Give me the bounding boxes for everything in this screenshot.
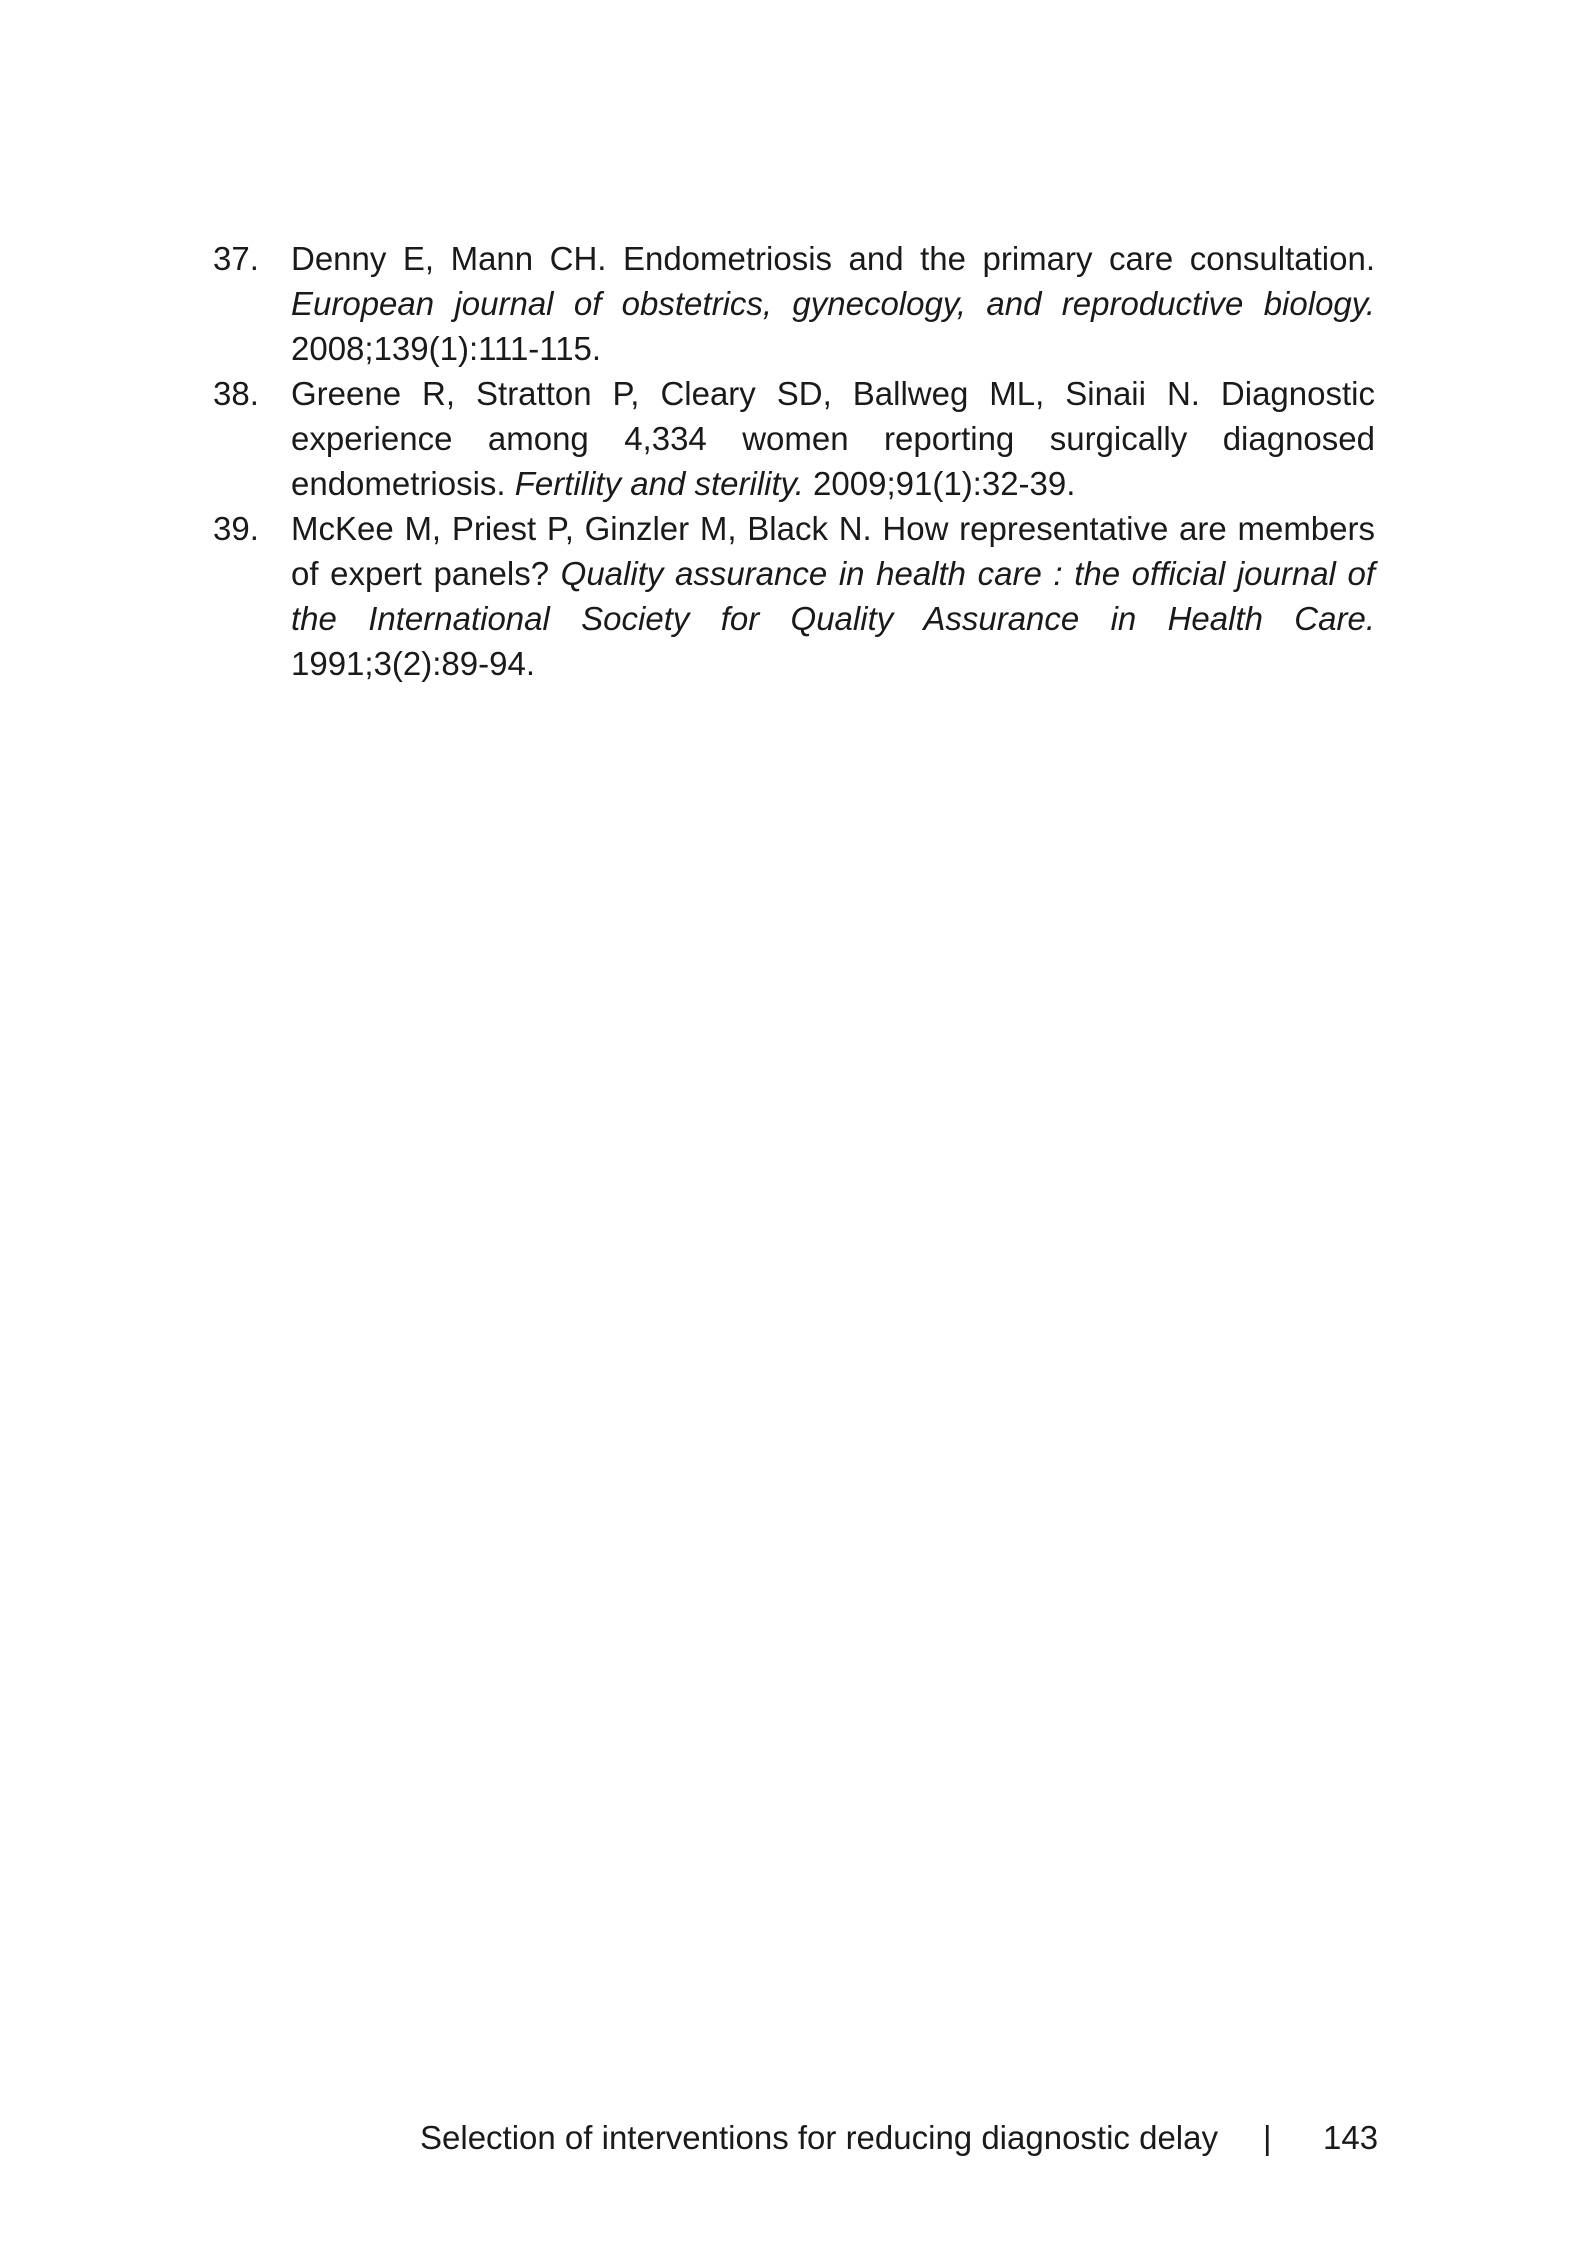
reference-journal: Quality assurance in health care : the official journal of the International Society for Quality Assurance in Health Care. (291, 555, 1376, 637)
reference-authors-title: Greene R, Stratton P, Cleary SD, Ballweg ML, Sinaii N. Diagnostic experience among 4,334 women reporting surgically diagnosed endometriosis. (291, 375, 1375, 502)
reference-details: 2008;139(1):111-115. (291, 330, 602, 367)
reference-number: 37. (213, 240, 259, 277)
reference-item (213, 506, 1375, 686)
reference-number: 38. (213, 375, 259, 412)
reference-authors-title: McKee M, Priest P, Ginzler M, Black N. How representative are members of expert panels? (291, 510, 1375, 592)
reference-details: 1991;3(2):89-94. (291, 645, 536, 682)
reference-number: 39. (213, 510, 259, 547)
footer-separator: | (1263, 2119, 1272, 2156)
reference-details: 2009;91(1):32-39. (803, 465, 1076, 502)
reference-text (291, 371, 1375, 506)
reference-authors-title: Denny E, Mann CH. Endometriosis and the primary care consultation. (291, 240, 1375, 277)
reference-text (291, 506, 1375, 686)
reference-item (213, 371, 1375, 506)
reference-journal: Fertility and sterility. (514, 465, 804, 502)
reference-text (291, 236, 1375, 371)
reference-item (213, 236, 1375, 371)
page-number: 143 (1323, 2119, 1379, 2156)
reference-journal: European journal of obstetrics, gynecology, and reproductive biology. (291, 285, 1375, 322)
footer-title: Selection of interventions for reducing diagnostic delay (420, 2119, 1218, 2156)
reference-list (213, 236, 1375, 686)
